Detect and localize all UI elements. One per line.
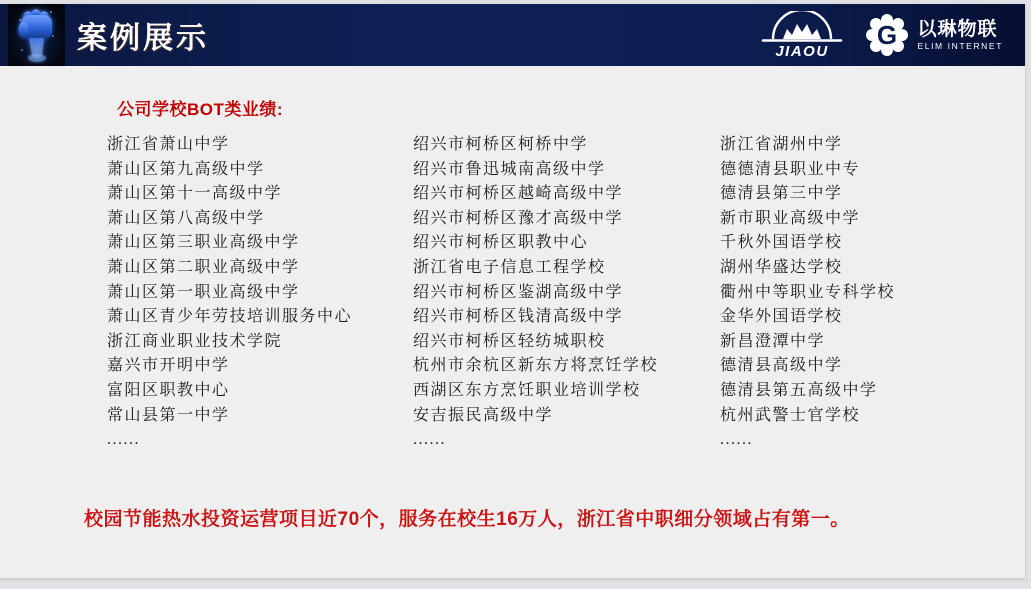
- logo-area: [761, 4, 1003, 66]
- slide-header: [0, 4, 1025, 66]
- school-list-item: 萧山区第十一高级中学: [107, 185, 283, 203]
- school-list-item: ......: [107, 431, 140, 449]
- school-list-item: 西湖区东方烹饪职业培训学校: [413, 381, 641, 399]
- school-list-item: 湖州华盛达学校: [720, 258, 843, 276]
- section-heading: 公司学校BOT类业绩:: [117, 100, 284, 119]
- school-list-item: 绍兴市柯桥区越崎高级中学: [413, 185, 624, 203]
- elim-gear-g-icon: [865, 13, 909, 57]
- school-list-item: 千秋外国语学校: [720, 234, 843, 252]
- school-list-item: ......: [720, 431, 753, 449]
- school-list-item: 浙江省萧山中学: [107, 136, 230, 153]
- school-column-1: [107, 133, 407, 453]
- school-list-item: 安吉振民高级中学: [413, 406, 554, 424]
- school-list-item: 萧山区第一职业高级中学: [107, 283, 300, 301]
- school-list-item: 金华外国语学校: [720, 308, 843, 326]
- school-list-item: 绍兴市柯桥区职教中心: [413, 234, 589, 252]
- school-list-item: 德德清县职业中专: [720, 160, 861, 178]
- school-list-item: 萧山区第二职业高级中学: [107, 258, 300, 276]
- presentation-slide: [0, 4, 1025, 578]
- school-list-item: 绍兴市柯桥区钱清高级中学: [413, 308, 624, 326]
- school-list-item: 德清县第三中学: [720, 185, 843, 203]
- school-list-item: 浙江省电子信息工程学校: [413, 258, 606, 276]
- footer-summary: 校园节能热水投资运营项目近70个，服务在校生16万人，浙江省中职细分领域占有第一。: [84, 509, 850, 530]
- school-list-item: ......: [413, 431, 446, 449]
- page-title: 案例展示: [77, 22, 209, 55]
- school-list-item: 衢州中等职业专科学校: [720, 283, 896, 301]
- fist-image-box: [8, 4, 65, 66]
- fist-icon: [15, 6, 59, 64]
- school-list-item: 杭州武警士官学校: [720, 406, 861, 424]
- school-list-item: 萧山区青少年劳技培训服务中心: [107, 308, 353, 326]
- school-list-item: 德清县高级中学: [720, 357, 843, 375]
- school-list-item: 绍兴市柯桥区轻纺城职校: [413, 332, 606, 350]
- elim-logo-en: ELIM INTERNET: [917, 40, 1003, 51]
- elim-logo: [865, 13, 1003, 57]
- school-list-item: 萧山区第八高级中学: [107, 209, 265, 227]
- school-list-item: 绍兴市柯桥区柯桥中学: [413, 136, 589, 153]
- school-list-item: 萧山区第九高级中学: [107, 160, 265, 178]
- school-list-item: 富阳区职教中心: [107, 381, 230, 399]
- svg-text:G: G: [877, 20, 898, 50]
- school-list-item: 新市职业高级中学: [720, 209, 861, 227]
- elim-logo-text: [917, 20, 1003, 51]
- school-column-3: [720, 133, 1020, 453]
- school-list-item: 绍兴市柯桥区鉴湖高级中学: [413, 283, 624, 301]
- jiaou-logo: [761, 11, 843, 59]
- school-list-item: 浙江商业职业技术学院: [107, 332, 283, 350]
- school-list-item: 德清县第五高级中学: [720, 381, 878, 399]
- jiaou-logo-text: JIAOU: [775, 43, 830, 59]
- school-list-item: 嘉兴市开明中学: [107, 357, 230, 375]
- school-list-item: 浙江省湖州中学: [720, 136, 843, 153]
- school-list-item: 绍兴市鲁迅城南高级中学: [413, 160, 606, 178]
- school-list-item: 新昌澄潭中学: [720, 332, 826, 350]
- school-list-item: 常山县第一中学: [107, 406, 230, 424]
- school-list-item: 绍兴市柯桥区豫才高级中学: [413, 209, 624, 227]
- school-list-item: 杭州市余杭区新东方将烹饪学校: [413, 357, 659, 375]
- elim-logo-cn: 以琳物联: [917, 18, 998, 40]
- school-list-item: 萧山区第三职业高级中学: [107, 234, 300, 252]
- school-column-2: [413, 133, 713, 453]
